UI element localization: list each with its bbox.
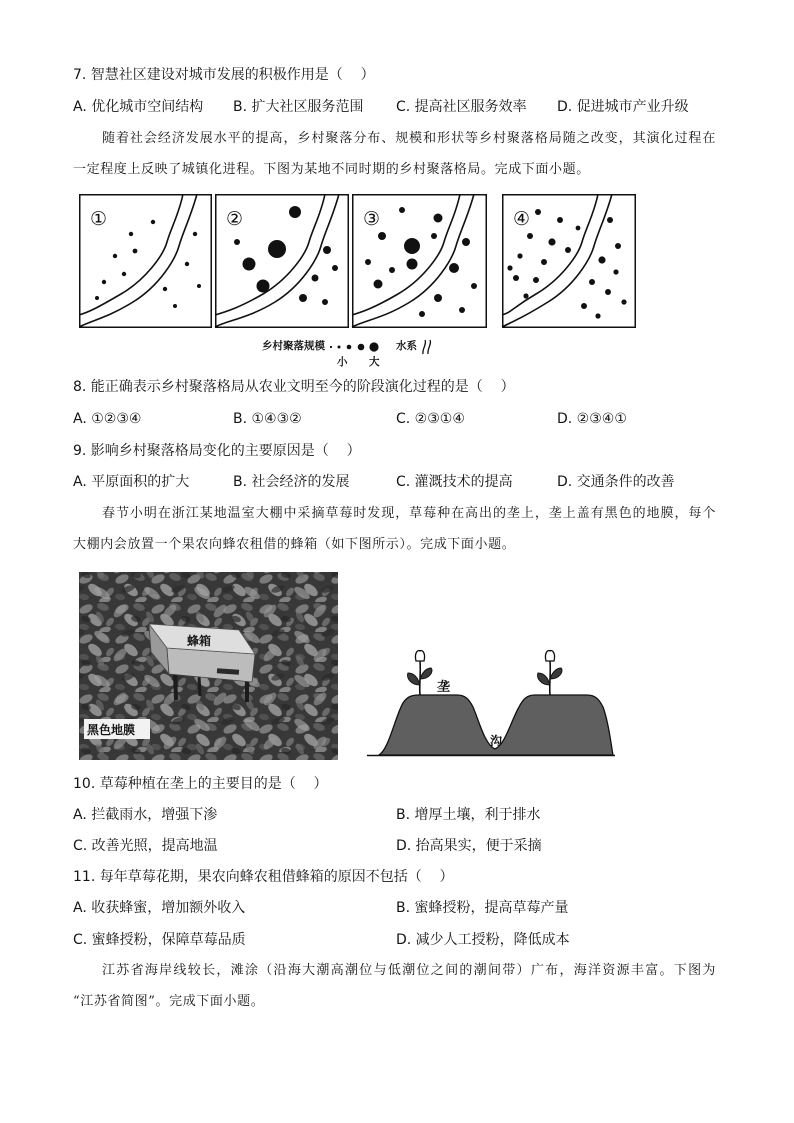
legend-size-dots — [328, 340, 382, 354]
settlement-dot — [243, 258, 256, 271]
settlement-dot — [365, 259, 371, 265]
panel-number-3: ③ — [363, 208, 381, 230]
settlement-dot — [581, 303, 587, 309]
settlement-dot — [459, 307, 465, 313]
settlement-dot — [541, 259, 547, 265]
settlement-dot — [434, 294, 442, 302]
settlement-dot — [462, 238, 470, 246]
question-10-option-b: B. 增厚土壤，利于排水 — [396, 807, 541, 823]
settlement-dot — [548, 238, 555, 245]
settlement-dot — [113, 254, 117, 258]
settlement-dot — [268, 240, 286, 258]
legend-small-label: 小 — [337, 356, 348, 368]
settlement-dot — [576, 226, 581, 231]
settlement-dot — [193, 232, 197, 236]
question-11-option-d: D. 减少人工授粉，降低成本 — [396, 932, 570, 948]
question-8-option-a: A. ①②③④ — [73, 411, 142, 427]
settlement-dot — [615, 243, 621, 249]
question-7-option-d: D. 促进城市产业升级 — [557, 99, 689, 115]
settlement-dot — [185, 262, 189, 266]
intro-3-line-1: 江苏省海岸线较长，滩涂（沿海大潮高潮位与低潮位之间的潮间带）广布，海洋资源丰富。下图为 — [102, 963, 716, 978]
settlement-dot — [613, 269, 618, 274]
settlement-dot — [151, 220, 155, 224]
question-7-stem: 7. 智慧社区建设对城市发展的积极作用是（ ） — [73, 67, 375, 83]
settlement-dot — [133, 249, 138, 254]
question-8-option-b: B. ①④③② — [233, 411, 302, 427]
question-7-option-c: C. 提高社区服务效率 — [396, 99, 527, 115]
intro-2-line-2: 大棚内会放置一个果农向蜂农租借的蜂箱（如下图所示）。完成下面小题。 — [73, 537, 516, 552]
settlement-dot — [374, 280, 383, 289]
strawberry-plant-icon — [408, 650, 432, 695]
settlement-dot — [173, 304, 177, 308]
question-7-option-b: B. 扩大社区服务范围 — [233, 99, 364, 115]
greenhouse-photo — [79, 572, 338, 760]
question-9-option-d: D. 交通条件的改善 — [557, 474, 675, 490]
settlement-dot — [257, 280, 270, 293]
river-legend-icon — [420, 339, 434, 355]
panel-number-2: ② — [226, 208, 244, 230]
panel-number-1: ① — [90, 208, 108, 230]
settlement-dot — [399, 207, 405, 213]
plant-bud — [415, 650, 424, 661]
legend-dot-size-2 — [338, 346, 341, 349]
settlement-dot — [513, 275, 519, 281]
river-legend-line — [423, 340, 426, 354]
settlement-dot — [434, 214, 443, 223]
settlement-dot — [407, 259, 418, 270]
settlement-dot — [312, 275, 319, 282]
settlement-dot — [595, 313, 600, 318]
settlement-dot — [449, 263, 459, 273]
intro-1-line-1: 随着社会经济发展水平的提高，乡村聚落分布、规模和形状等乡村聚落格局随之改变，其演化过程在 — [102, 131, 716, 146]
beehive-leg — [199, 676, 200, 696]
settlement-dot — [323, 246, 331, 254]
plant-bud — [545, 650, 554, 661]
plant-leaf — [408, 673, 421, 685]
question-11-option-c: C. 蜜蜂授粉，保障草莓品质 — [73, 932, 246, 948]
beehive-leg — [175, 672, 176, 700]
settlement-dot — [557, 217, 563, 223]
legend-dot-size-3 — [347, 345, 352, 350]
settlement-pattern-figure — [79, 194, 639, 330]
question-10-option-c: C. 改善光照，提高地温 — [73, 838, 218, 854]
question-9-option-a: A. 平原面积的扩大 — [73, 474, 190, 490]
settlement-dot — [589, 279, 595, 285]
question-11-stem: 11. 每年草莓花期，果农向蜂农租借蜂箱的原因不包括（ ） — [73, 869, 454, 885]
question-7-option-a: A. 优化城市空间结构 — [73, 99, 204, 115]
settlement-dot — [378, 232, 386, 240]
settlement-dot — [517, 253, 522, 258]
river-legend-line — [428, 340, 431, 354]
settlement-dot — [299, 294, 307, 302]
plant-leaf — [538, 673, 551, 685]
legend-dot-size-4 — [358, 344, 365, 351]
question-9-option-b: B. 社会经济的发展 — [233, 474, 350, 490]
question-10-option-d: D. 抬高果实，便于采摘 — [396, 838, 542, 854]
settlement-dot — [163, 287, 167, 291]
settlement-dot — [598, 256, 605, 263]
settlement-dot — [523, 293, 528, 298]
settlement-dot — [533, 277, 539, 283]
furrow-label: 沟 — [490, 734, 503, 748]
settlement-dot — [431, 233, 437, 239]
plant-leaf — [420, 668, 432, 679]
panel-number-4: ④ — [513, 208, 531, 230]
settlement-dot — [419, 311, 425, 317]
settlement-dot — [621, 299, 626, 304]
legend-water-label: 水系 — [396, 340, 417, 352]
settlement-dot — [95, 296, 99, 300]
settlement-dot — [389, 267, 395, 273]
settlement-dot — [322, 299, 328, 305]
settlement-dot — [332, 265, 338, 271]
question-10-option-a: A. 拦截雨水，增强下渗 — [73, 807, 218, 823]
settlement-dot — [102, 280, 106, 284]
legend-dot-size-1 — [330, 346, 332, 348]
plant-leaf — [550, 668, 562, 679]
settlement-dot — [565, 247, 571, 253]
intro-1-line-2: 一定程度上反映了城镇化进程。下图为某地不同时期的乡村聚落格局。完成下面小题。 — [73, 162, 590, 177]
question-9-option-c: C. 灌溉技术的提高 — [396, 474, 513, 490]
question-11-option-a: A. 收获蜂蜜，增加额外收入 — [73, 900, 246, 916]
intro-2-line-1: 春节小明在浙江某地温室大棚中采摘草莓时发现，草莓种在高出的垄上，垄上盖有黑色的地膜，每个 — [102, 506, 716, 521]
beehive-label: 蜂箱 — [187, 634, 212, 648]
settlement-dot — [122, 272, 126, 276]
question-8-option-c: C. ②③①④ — [396, 411, 465, 427]
ridge-label: 垄 — [437, 680, 451, 695]
settlement-dot — [289, 206, 301, 218]
legend-large-label: 大 — [369, 356, 380, 368]
legend-dot-size-5 — [369, 342, 378, 351]
question-8-stem: 8. 能正确表示乡村聚落格局从农业文明至今的阶段演化过程的是（ ） — [73, 379, 515, 395]
settlement-dot — [535, 209, 541, 215]
question-11-option-b: B. 蜜蜂授粉，提高草莓产量 — [396, 900, 569, 916]
intro-3-line-2: “江苏省简图”。完成下面小题。 — [73, 994, 265, 1009]
settlement-dot — [507, 265, 512, 270]
settlement-dot — [404, 238, 420, 254]
question-8-option-d: D. ②③④① — [557, 411, 627, 427]
question-10-stem: 10. 草莓种植在垄上的主要目的是（ ） — [73, 776, 328, 792]
settlement-dot — [129, 232, 133, 236]
settlement-dot — [197, 284, 201, 288]
black-film-label: 黑色地膜 — [87, 723, 136, 737]
settlement-dot — [527, 233, 533, 239]
settlement-dot — [471, 283, 477, 289]
settlement-dot — [607, 217, 613, 223]
strawberry-plant-icon — [538, 650, 562, 695]
settlement-dot — [234, 239, 240, 245]
question-9-stem: 9. 影响乡村聚落格局变化的主要原因是（ ） — [73, 443, 361, 459]
settlement-dot — [605, 289, 611, 295]
legend-scale-label: 乡村聚落规模 — [262, 340, 325, 352]
ridge-furrow-diagram — [365, 645, 617, 763]
